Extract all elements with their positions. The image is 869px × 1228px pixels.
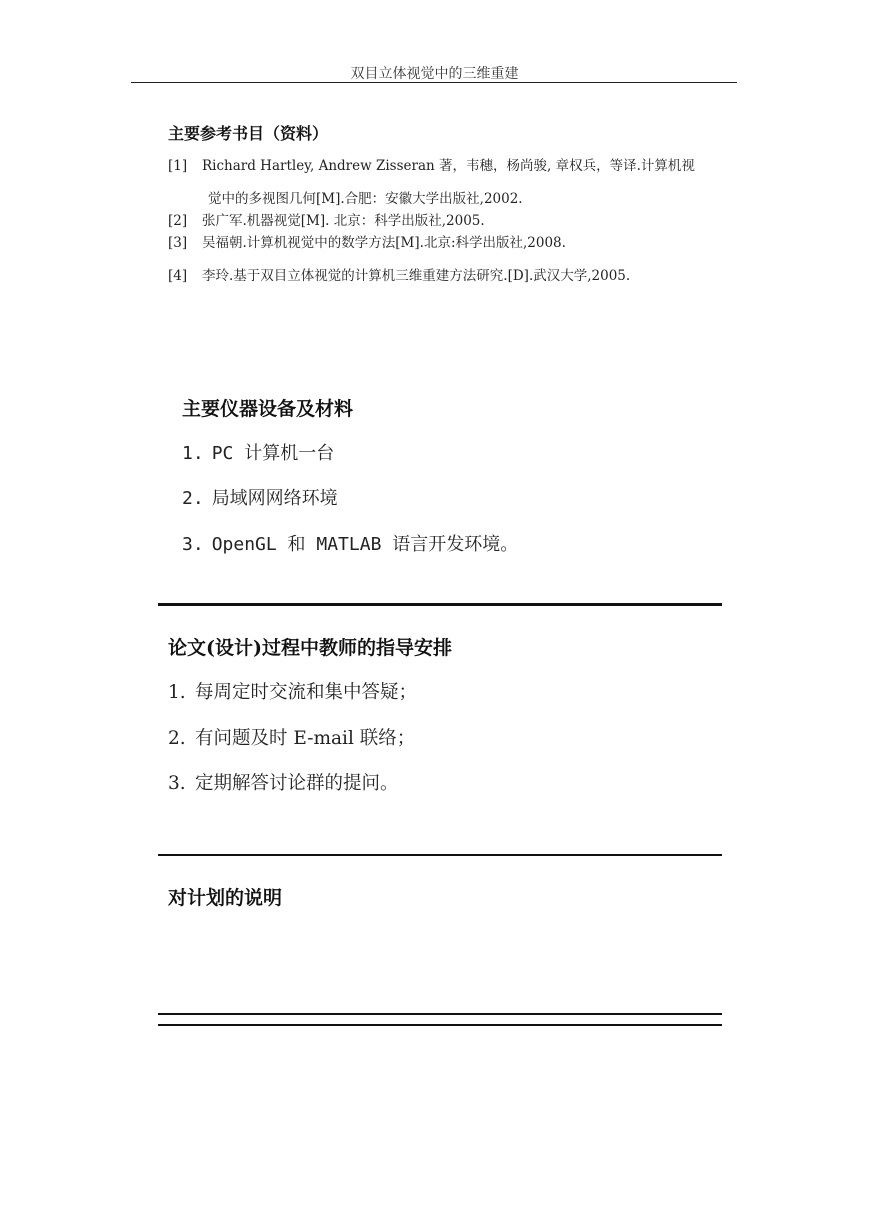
references-heading: 主要参考书目（资料） (168, 124, 329, 143)
equipment-item (182, 530, 518, 556)
equipment-item-text: PC 计算机一台 (211, 443, 335, 464)
equipment-item-text: 局域网网络环境 (211, 488, 338, 509)
equipment-item (182, 439, 334, 465)
reference-number: [4] (168, 268, 188, 284)
equipment-item (182, 484, 338, 510)
reference-text: 吴福朝.计算机视觉中的数学方法[M].北京:科学出版社,2008. (202, 235, 566, 251)
guidance-heading: 论文(设计)过程中教师的指导安排 (168, 637, 452, 659)
guidance-item-text: 有问题及时 E-mail 联络； (195, 728, 416, 749)
reference-text: 李玲.基于双目立体视觉的计算机三维重建方法研究.[D].武汉大学,2005. (202, 268, 631, 284)
page-header-title: 双目立体视觉中的三维重建 (350, 66, 519, 82)
guidance-item-text: 每周定时交流和集中答疑； (195, 682, 418, 703)
reference-item (168, 154, 695, 174)
section-divider (158, 1024, 722, 1026)
reference-item (168, 264, 630, 284)
reference-item (168, 231, 566, 251)
equipment-item-number: 1. (182, 443, 204, 464)
guidance-item (168, 678, 417, 704)
guidance-item (168, 724, 415, 750)
header-divider (131, 82, 737, 83)
guidance-item-text: 定期解答讨论群的提问。 (195, 773, 399, 794)
reference-item-continuation: 觉中的多视图几何[M].合肥：安徽大学出版社,2002. (208, 191, 523, 207)
equipment-item-text: OpenGL 和 MATLAB 语言开发环境。 (211, 534, 519, 555)
reference-number: [3] (168, 235, 188, 251)
equipment-item-number: 2. (182, 488, 204, 509)
reference-text: 张广军.机器视觉[M]. 北京：科学出版社,2005. (202, 213, 485, 229)
equipment-heading: 主要仪器设备及材料 (182, 398, 354, 420)
reference-number: [2] (168, 213, 188, 229)
guidance-item-number: 3. (168, 773, 186, 794)
section-divider (158, 603, 722, 606)
section-divider (158, 1013, 722, 1015)
plan-note-heading: 对计划的说明 (168, 887, 283, 909)
guidance-item-number: 2. (168, 728, 186, 749)
section-divider (158, 854, 722, 856)
guidance-item-number: 1. (168, 682, 186, 703)
equipment-item-number: 3. (182, 534, 204, 555)
reference-item (168, 209, 485, 229)
reference-text: Richard Hartley, Andrew Zisseran 著，韦穗，杨尚骏, 章权兵，等译.计算机视 (202, 158, 695, 174)
reference-number: [1] (168, 158, 188, 174)
guidance-item (168, 769, 399, 795)
